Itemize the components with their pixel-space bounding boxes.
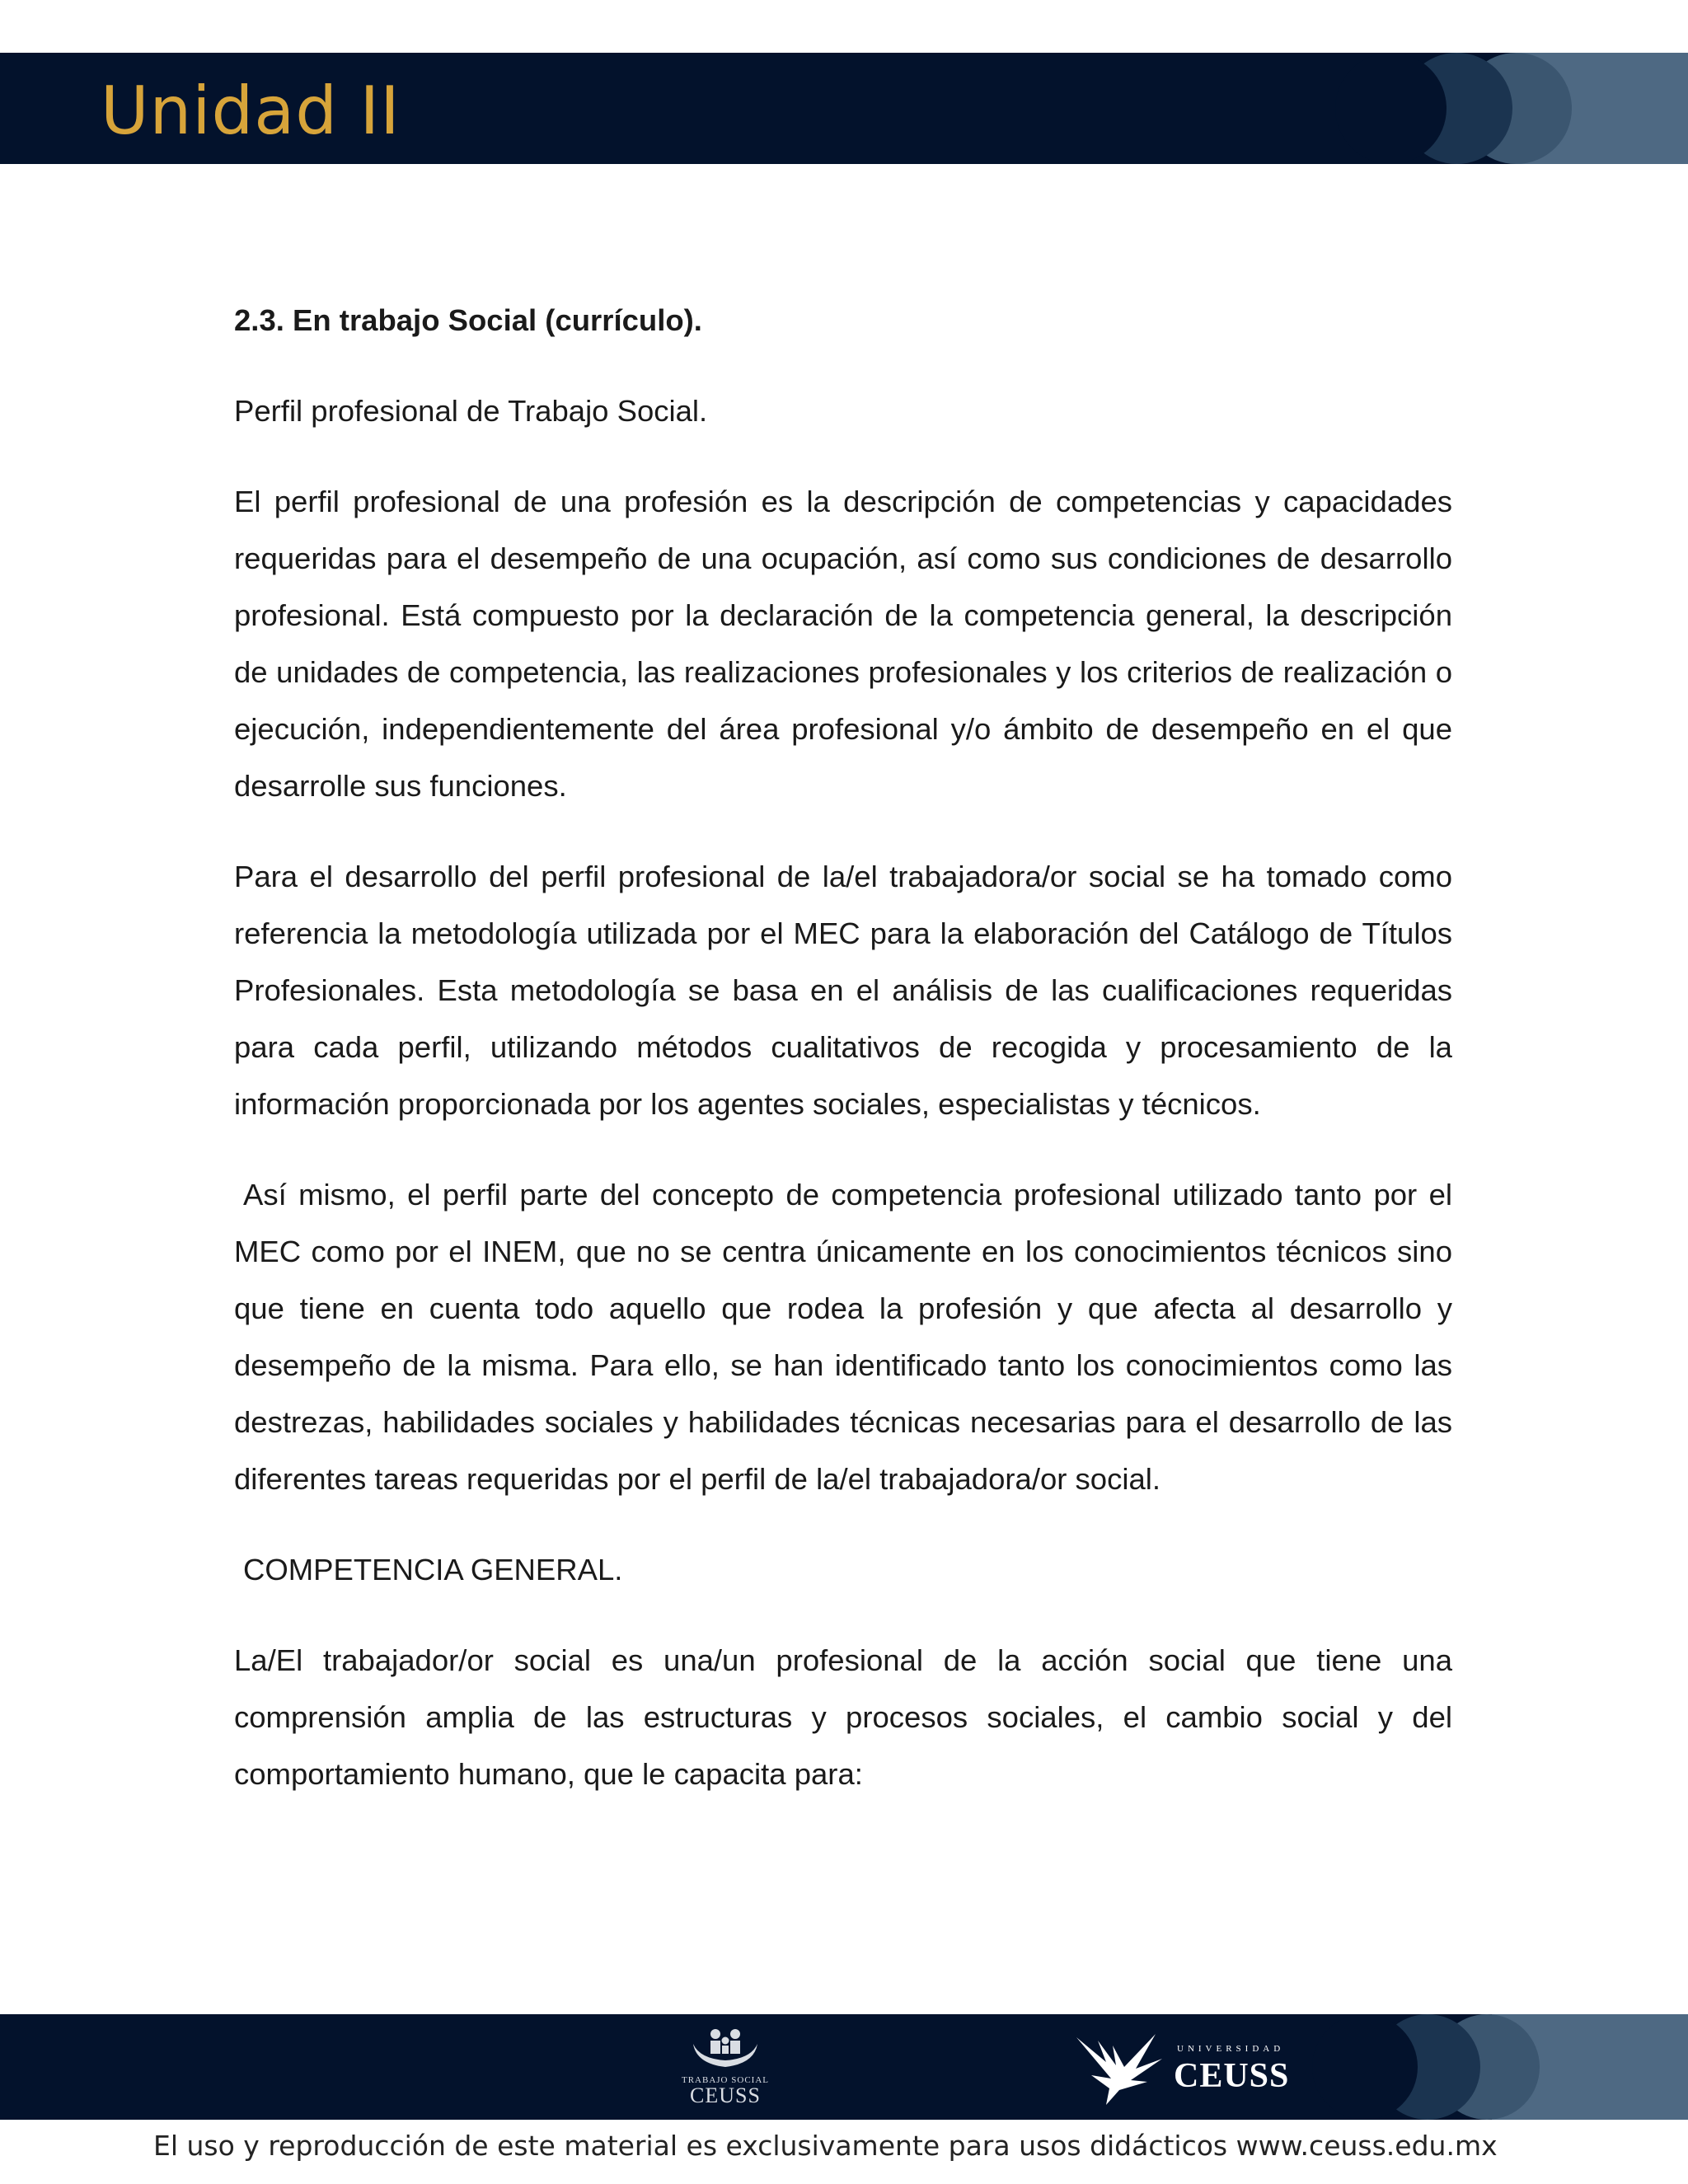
logo-university-label: UNIVERSIDAD <box>1177 2044 1285 2054</box>
unit-title: Unidad II <box>101 73 401 149</box>
trabajo-social-logo <box>676 2026 775 2111</box>
family-hands-icon <box>688 2026 762 2074</box>
paragraph: La/El trabajador/or social es una/un profesional de la acción social que tiene una comprensión amplia de las estructuras y procesos sociales, el cambio social y del comportamiento humano, que le capacita para: <box>234 1643 1452 1791</box>
eagle-icon <box>1073 2029 1170 2108</box>
subtitle: Perfil profesional de Trabajo Social. <box>234 394 708 428</box>
competencia-heading: COMPETENCIA GENERAL. <box>243 1553 623 1586</box>
logo-ts-name: CEUSS <box>690 2083 761 2107</box>
usage-disclaimer: El uso y reproducción de este material es exclusivamente para usos didácticos www.ceuss.edu.mx <box>153 2130 1498 2162</box>
document-body <box>234 292 1452 1836</box>
logo-ts-caption: TRABAJO SOCIAL <box>682 2075 769 2085</box>
logo-ceuss-name: CEUSS <box>1174 2057 1290 2095</box>
section-title: 2.3. En trabajo Social (currículo). <box>234 303 702 337</box>
paragraph: El perfil profesional de una profesión es la descripción de competencias y capacidades requeridas para el desempeño de una ocupación, así como sus condiciones de desarrollo profesional. Está compuesto por la declaración de la competencia general, la descripción de unidades de competencia, las realizaciones profesionales y los criterios de realización o ejecución, independientemente del área profesional y/o ámbito de desempeño en el que desarrolle sus funciones. <box>234 485 1452 803</box>
ceuss-logo <box>1073 2026 1304 2111</box>
header-bar <box>0 53 1688 164</box>
paragraph: Para el desarrollo del perfil profesional de la/el trabajadora/or social se ha tomado como referencia la metodología utilizada por el MEC para la elaboración del Catálogo de Títulos Profesionales. Esta metodología se basa en el análisis de las cualificaciones requeridas para cada perfil, utilizando métodos cualitativos de recogida y procesamiento de la información proporcionada por los agentes sociales, especialistas y técnicos. <box>234 860 1452 1121</box>
header-accent-circle <box>1335 53 1447 164</box>
footer-bar <box>0 2014 1688 2120</box>
footer-accent-circle <box>1312 2014 1418 2120</box>
paragraph: Así mismo, el perfil parte del concepto de competencia profesional utilizado tanto por el MEC como por el INEM, que no se centra únicamente en los conocimientos técnicos sino que tiene en cuenta todo aquello que rodea la profesión y que afecta al desarrollo y desempeño de la misma. Para ello, se han identificado tanto los conocimientos como las destrezas, habilidades sociales y habilidades técnicas necesarias para el desarrollo de las diferentes tareas requeridas por el perfil de la/el trabajadora/or social. <box>234 1178 1452 1496</box>
